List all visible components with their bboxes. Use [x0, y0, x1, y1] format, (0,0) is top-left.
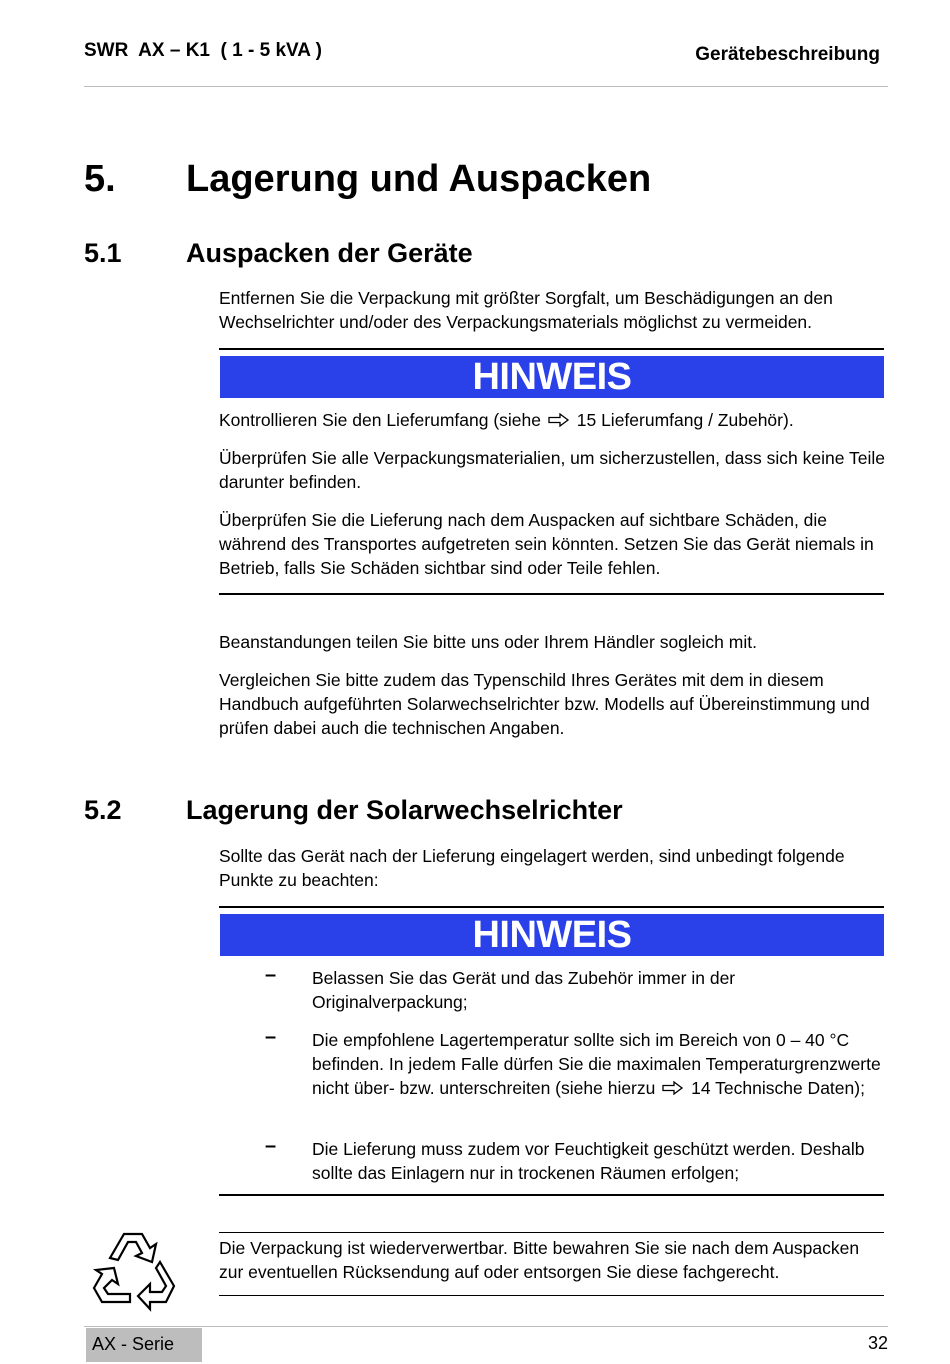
recycle-note-text: Die Verpackung ist wiederverwertbar. Bitte bewahren Sie sie nach dem Auspacken zur eventuellen Rücksendung auf oder entsorgen Sie diese fachgerecht. — [219, 1238, 860, 1282]
section-1-title: Auspacken der Geräte — [186, 238, 473, 268]
footer-series-label: AX - Serie — [86, 1328, 202, 1362]
notice-1-paragraph-3: Überprüfen Sie die Lieferung nach dem Auspacken auf sichtbare Schäden, die während des Transportes aufgetreten sein könnten. Setzen Sie das Gerät niemals in Betrieb, falls Sie Schäden sichtbar sind oder Teile fehlen. — [219, 510, 874, 578]
notice-2-label: HINWEIS — [220, 914, 884, 956]
arrow-right-icon — [548, 413, 570, 427]
page-number: 32 — [867, 1333, 888, 1353]
recycle-note-top-rule — [219, 1232, 884, 1233]
bullet-1-marker: – — [265, 964, 277, 986]
header-section-name: Gerätebeschreibung — [695, 44, 880, 65]
notice-1-label: HINWEIS — [220, 356, 884, 398]
chapter-heading — [84, 158, 651, 201]
arrow-right-icon — [662, 1081, 684, 1095]
bullet-2-text — [312, 1028, 884, 1100]
chapter-number: 5. — [84, 158, 116, 200]
bullet-1-text: Belassen Sie das Gerät und das Zubehör immer in der Originalverpackung; — [312, 968, 736, 1012]
recycle-note-bottom-rule — [219, 1295, 884, 1296]
notice-2-bottom-rule — [219, 1194, 884, 1196]
section-1-after-paragraph-2: Vergleichen Sie bitte zudem das Typenschild Ihres Gerätes mit dem in diesem Handbuch aufgeführten Solarwechselrichter bzw. Modells auf Übereinstimmung und prüfen dabei auch die technischen Angaben. — [219, 670, 870, 738]
section-1-intro: Entfernen Sie die Verpackung mit größter Sorgfalt, um Beschädigungen an den Wechselrichter und/oder des Verpackungsmaterials möglichst zu vermeiden. — [219, 288, 833, 332]
recycle-icon — [90, 1228, 180, 1312]
notice-2-top-rule — [219, 906, 884, 908]
section-1-after-paragraph-1: Beanstandungen teilen Sie bitte uns oder Ihrem Händler sogleich mit. — [219, 632, 757, 652]
notice-1-p1-text-after: 15 Lieferumfang / Zubehör). — [576, 410, 794, 430]
header-divider — [84, 86, 888, 87]
bullet-2-text-after: 14 Technische Daten); — [691, 1078, 865, 1098]
notice-1-paragraph-2: Überprüfen Sie alle Verpackungsmaterialien, um sicherzustellen, dass sich keine Teile darunter befinden. — [219, 448, 885, 492]
notice-1-paragraph-1 — [219, 408, 887, 432]
header-document-title: SWR AX – K1 ( 1 - 5 kVA ) — [84, 40, 322, 61]
section-2-heading — [84, 795, 623, 826]
bullet-2-marker: – — [265, 1026, 277, 1048]
bullet-3-marker: – — [265, 1135, 277, 1157]
footer-divider — [84, 1326, 888, 1327]
section-2-number: 5.2 — [84, 795, 122, 825]
notice-1-bottom-rule — [219, 593, 884, 595]
chapter-title: Lagerung und Auspacken — [186, 158, 652, 200]
bullet-2-text-before: Die empfohlene Lagertemperatur sollte sich im Bereich von 0 – 40 °C befinden. In jedem Falle dürfen Sie die maximalen Temperaturgrenzwerte nicht über- bzw. unterschreiten (siehe hierzu — [312, 1030, 881, 1098]
bullet-3-text: Die Lieferung muss zudem vor Feuchtigkeit geschützt werden. Deshalb sollte das Einlagern nur in trockenen Räumen erfolgen; — [312, 1139, 865, 1183]
section-2-title: Lagerung der Solarwechselrichter — [186, 795, 623, 825]
notice-1-p1-text-before: Kontrollieren Sie den Lieferumfang (siehe — [219, 410, 541, 430]
notice-1-top-rule — [219, 348, 884, 350]
section-1-number: 5.1 — [84, 238, 122, 268]
section-2-intro: Sollte das Gerät nach der Lieferung eingelagert werden, sind unbedingt folgende Punkte zu beachten: — [219, 846, 845, 890]
section-1-heading — [84, 238, 473, 269]
